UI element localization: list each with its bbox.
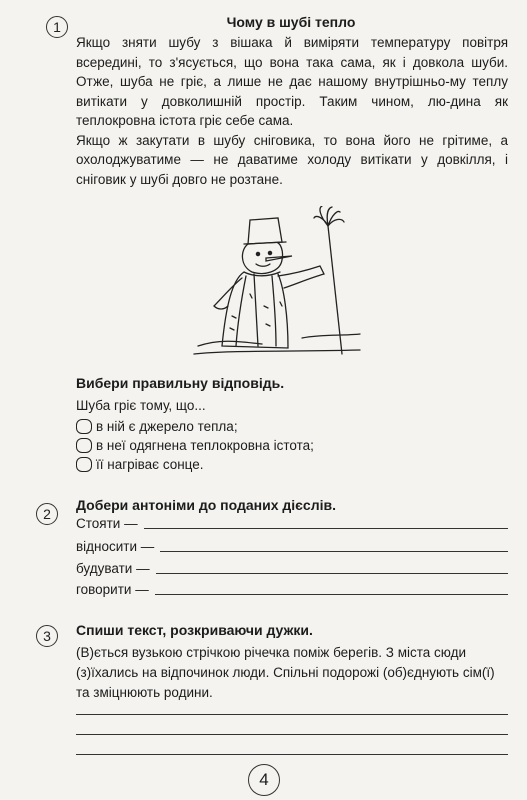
checkbox[interactable] [76, 438, 92, 453]
answer-line[interactable] [156, 561, 508, 574]
section-number-2: 2 [36, 503, 58, 525]
answer-option-label: в ній є джерело тепла; [96, 419, 238, 434]
section-number-3: 3 [36, 625, 58, 647]
answer-option-3[interactable] [76, 457, 204, 472]
checkbox[interactable] [76, 419, 92, 434]
paragraph-1: Якщо зняти шубу з вішака й виміряти температуру повітря всередині, то з'ясується, що вона така сама, як і довкола шуби. Отже, шуба не гріє, а лише не дає нашому внутрішньо-му теплу витікати у довколишній простір. Таким чином, лю-дина як теплокровна істота гріє себе сама. [76, 35, 508, 128]
answer-option-1[interactable] [76, 419, 238, 434]
answer-option-label: в неї одягнена теплокровна істота; [96, 438, 314, 453]
checkbox[interactable] [76, 457, 92, 472]
task-3-heading: Спиши текст, розкриваючи дужки. [76, 622, 313, 638]
question-1-prompt: Шуба гріє тому, що... [76, 398, 206, 413]
question-1-heading: Вибери правильну відповідь. [76, 375, 285, 391]
antonym-row-1[interactable] [76, 516, 508, 531]
answer-line[interactable] [155, 582, 508, 595]
task-3-text: (В)ється вузькою стрічкою річечка поміж берегів. З міста сюди (з)їхались на відпочинок люди. Спільні подорожі (об)єднують сім(ї) та зміцнюють родини. [76, 645, 495, 700]
answer-option-2[interactable] [76, 438, 314, 453]
reading-text [76, 33, 508, 189]
antonym-row-4[interactable] [76, 582, 508, 597]
answer-line[interactable] [160, 539, 508, 552]
paragraph-2: Якщо ж закутати в шубу сніговика, то вона його не грітиме, а охолоджуватиме — не даватиме холоду витікати у довкілля, і сніговик у шубі довго не розтане. [76, 132, 508, 187]
answer-option-label: її нагріває сонце. [96, 457, 204, 472]
snowman-in-coat-illustration [192, 206, 362, 356]
page-number: 4 [248, 764, 280, 796]
text-title: Чому в шубі тепло [226, 14, 356, 30]
writing-line-3[interactable] [76, 754, 508, 755]
verb-label: говорити — [76, 582, 149, 597]
antonym-row-3[interactable] [76, 561, 508, 576]
verb-label: Стояти — [76, 516, 138, 531]
writing-line-1[interactable] [76, 714, 508, 715]
answer-line[interactable] [144, 516, 508, 529]
task-2-heading: Добери антоніми до поданих дієслів. [76, 497, 336, 513]
section-number-1: 1 [46, 16, 68, 38]
writing-line-2[interactable] [76, 734, 508, 735]
verb-label: відносити — [76, 539, 155, 554]
verb-label: будувати — [76, 561, 150, 576]
antonym-row-2[interactable] [76, 539, 508, 554]
